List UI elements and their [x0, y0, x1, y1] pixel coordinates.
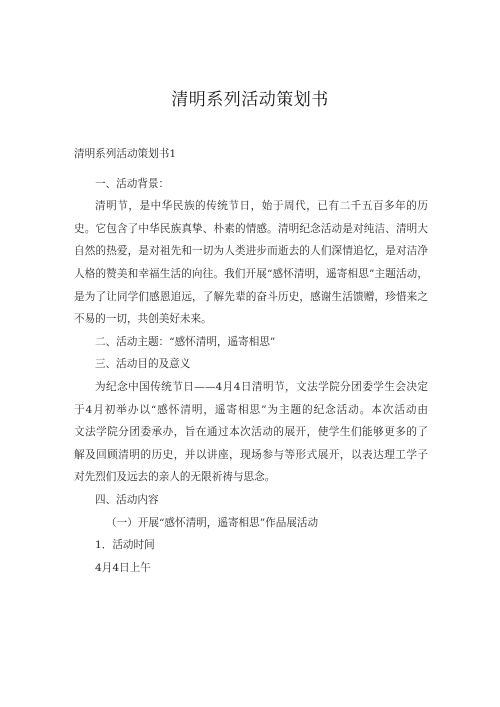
paragraph-line: 不易的一切，共创美好未来。 — [74, 313, 212, 326]
paragraph-line: 自然的热爱，是对祖先和一切为人类进步而逝去的人们深情追忆，是对洁净 — [74, 245, 428, 258]
item-value-time: 4月4日上午 — [95, 561, 151, 574]
item-heading-time: 1．活动时间 — [95, 539, 155, 552]
paragraph-line: 对先烈们及远去的亲人的无限祈祷与思念。 — [74, 471, 276, 484]
paragraph-line: 是为了让同学们感恩追远，了解先辈的奋斗历史，感谢生活馈赠，珍惜来之 — [74, 290, 428, 303]
paragraph-line: 为纪念中国传统节日——4月4日清明节，文法学院分团委学生会决定 — [95, 380, 428, 393]
section-heading-background: 一、活动背景： — [95, 177, 170, 190]
section-heading-content: 四、活动内容 — [95, 493, 159, 506]
document-subtitle: 清明系列活动策划书1 — [74, 148, 177, 160]
paragraph-line: 清明节，是中华民族的传统节日，始于周代，已有二千五百多年的历 — [95, 200, 428, 213]
section-heading-theme: 二、活动主题：“感怀清明，遥寄相思” — [95, 335, 276, 348]
paragraph-line: 于4月初举办以“感怀清明，遥寄相思”为主题的纪念活动。本次活动由 — [74, 403, 428, 416]
paragraph-line: 史。它包含了中华民族真挚、朴素的情感。清明纪念活动是对纯洁、清明大 — [74, 222, 428, 235]
paragraph-line: 人格的赞美和幸福生活的向往。我们开展“感怀清明，遥寄相思”主题活动， — [74, 267, 428, 280]
subsection-heading: （一）开展“感怀清明，遥寄相思”作品展活动 — [106, 516, 319, 529]
document-title: 清明系列活动策划书 — [171, 90, 329, 110]
paragraph-line: 解及回顾清明的历史，并以讲座，现场参与等形式展开，以表达理工学子 — [74, 448, 428, 461]
document-body — [74, 143, 428, 579]
section-heading-purpose: 三、活动目的及意义 — [95, 358, 191, 371]
paragraph-line: 文法学院分团委承办，旨在通过本次活动的展开，使学生们能够更多的了 — [74, 426, 428, 439]
